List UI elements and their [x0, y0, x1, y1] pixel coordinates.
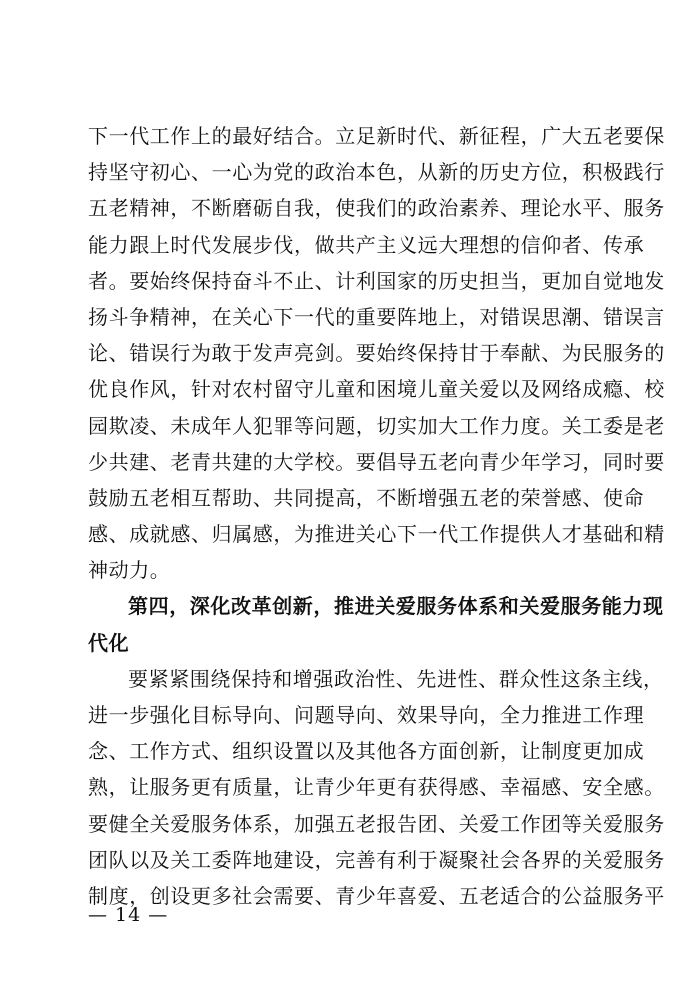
text-line: 下一代工作上的最好结合。立足新时代、新征程，广大五老要保 [88, 124, 665, 148]
paragraph-line: 要紧紧围绕保持和增强政治性、先进性、群众性这条主线， [128, 666, 664, 691]
text-line: 者。要始终保持奋斗不止、计利国家的历史担当，更加自觉地发 [88, 268, 665, 293]
section-heading-line: 代化 [88, 630, 130, 655]
section-heading-line: 第四，深化改革创新，推进关爱服务体系和关爱服务能力现 [128, 594, 664, 619]
text-line: 少共建、老青共建的大学校。要倡导五老向青少年学习，同时要 [88, 449, 665, 474]
text-line: 优良作风，针对农村留守儿童和困境儿童关爱以及网络成瘾、校 [88, 377, 665, 402]
body-text [88, 118, 665, 914]
paragraph-line: 进一步强化目标导向、问题导向、效果导向，全力推进工作理 [88, 703, 645, 727]
paragraph-line: 熟，让服务更有质量，让青少年更有获得感、幸福感、安全感。 [88, 775, 665, 800]
text-line: 论、错误行为敢于发声亮剑。要始终保持甘于奉献、为民服务的 [88, 341, 665, 366]
text-line: 能力跟上时代发展步伐，做共产主义远大理想的信仰者、传承 [88, 232, 645, 257]
text-line: 感、成就感、归属感，为推进关心下一代工作提供人才基础和精 [88, 522, 665, 547]
text-line: 扬斗争精神，在关心下一代的重要阵地上，对错误思潮、错误言 [88, 304, 665, 329]
paragraph-line: 团队以及关工委阵地建设，完善有利于凝聚社会各界的关爱服务 [88, 847, 665, 872]
page-number: — 14 — [88, 904, 169, 926]
text-line: 园欺凌、未成年人犯罪等问题，切实加大工作力度。关工委是老 [88, 413, 665, 438]
text-line: 持坚守初心、一心为党的政治本色，从新的历史方位，积极践行 [88, 160, 665, 185]
text-line: 鼓励五老相互帮助、共同提高，不断增强五老的荣誉感、使命 [88, 485, 645, 510]
paragraph-line: 念、工作方式、组织设置以及其他各方面创新，让制度更加成 [88, 739, 645, 764]
text-line: 神动力。 [88, 558, 171, 583]
text-line: 五老精神，不断磨砺自我，使我们的政治素养、理论水平、服务 [88, 196, 665, 221]
paragraph-line: 要健全关爱服务体系，加强五老报告团、关爱工作团等关爱服务 [88, 811, 665, 836]
paragraph-line: 制度，创设更多社会需要、青少年喜爱、五老适合的公益服务平 [88, 883, 665, 908]
